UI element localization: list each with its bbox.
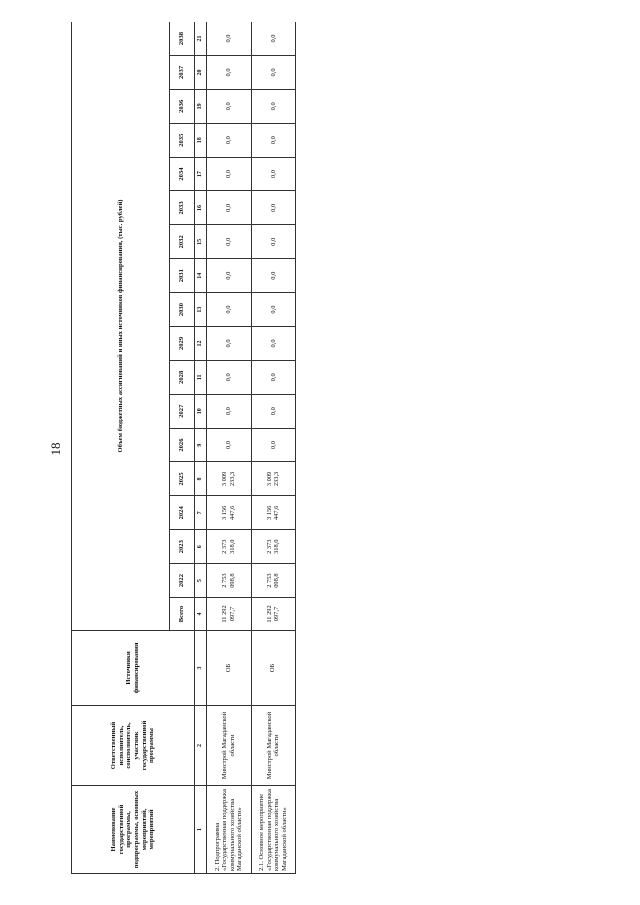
column-index: 12 xyxy=(195,327,207,361)
column-index: 21 xyxy=(195,22,207,56)
column-index: 6 xyxy=(195,530,207,564)
header-year: 2027 xyxy=(170,394,195,428)
column-index: 8 xyxy=(195,462,207,496)
header-year: 2026 xyxy=(170,428,195,462)
row-value: 0,0 xyxy=(251,225,296,259)
row-value: 0,0 xyxy=(251,89,296,123)
header-total: Всего xyxy=(170,598,195,631)
column-index: 17 xyxy=(195,157,207,191)
row-value: 0,0 xyxy=(207,22,252,56)
row-value: 0,0 xyxy=(251,360,296,394)
column-index: 7 xyxy=(195,496,207,530)
column-index: 19 xyxy=(195,89,207,123)
row-value: 0,0 xyxy=(251,293,296,327)
row-value: 2 373 318,0 xyxy=(251,530,296,564)
row-value: 0,0 xyxy=(251,123,296,157)
row-value: 0,0 xyxy=(251,157,296,191)
header-year: 2034 xyxy=(170,157,195,191)
column-index: 11 xyxy=(195,360,207,394)
row-value: 0,0 xyxy=(251,327,296,361)
row-value: 0,0 xyxy=(207,89,252,123)
row-value: 0,0 xyxy=(251,428,296,462)
row-value: 3 156 447,6 xyxy=(207,496,252,530)
page-number: 18 xyxy=(48,442,63,456)
column-index: 20 xyxy=(195,56,207,90)
row-value: 0,0 xyxy=(251,394,296,428)
row-name: 2. Подпрограмма «Государственная поддержка коммунального хозяйства Магаданской области» xyxy=(207,786,252,874)
header-year: 2038 xyxy=(170,22,195,56)
row-value: 2 373 318,0 xyxy=(207,530,252,564)
header-year: 2031 xyxy=(170,259,195,293)
row-total: 11 292 097,7 xyxy=(251,598,296,631)
column-index: 18 xyxy=(195,123,207,157)
header-executor: Ответственный исполнитель, соисполнитель, участник государственной программы xyxy=(72,706,195,786)
column-index: 15 xyxy=(195,225,207,259)
header-volume: Объем бюджетных ассигнований и иных источников финансирования, (тыс. рублей) xyxy=(72,22,170,631)
header-year: 2029 xyxy=(170,327,195,361)
column-index: 13 xyxy=(195,293,207,327)
row-value: 0,0 xyxy=(207,157,252,191)
row-source: ОБ xyxy=(251,631,296,706)
table-row xyxy=(207,22,252,874)
budget-table-container xyxy=(71,22,296,874)
table-row xyxy=(251,22,296,874)
row-value: 0,0 xyxy=(207,191,252,225)
row-executor: Минстрой Магаданской области xyxy=(207,706,252,786)
index-row xyxy=(195,22,207,874)
column-index: 3 xyxy=(195,631,207,706)
row-value: 3 009 233,3 xyxy=(251,462,296,496)
row-value: 0,0 xyxy=(207,56,252,90)
column-index: 9 xyxy=(195,428,207,462)
header-year: 2033 xyxy=(170,191,195,225)
row-value: 2 753 098,8 xyxy=(251,564,296,598)
header-sources: Источники финансирования xyxy=(72,631,195,706)
header-year: 2037 xyxy=(170,56,195,90)
column-index: 16 xyxy=(195,191,207,225)
row-executor: Минстрой Магаданской области xyxy=(251,706,296,786)
header-year: 2030 xyxy=(170,293,195,327)
header-year: 2028 xyxy=(170,360,195,394)
header-year: 2035 xyxy=(170,123,195,157)
row-value: 0,0 xyxy=(207,360,252,394)
row-value: 0,0 xyxy=(251,56,296,90)
header-year: 2023 xyxy=(170,530,195,564)
column-index: 2 xyxy=(195,706,207,786)
row-value: 3 009 233,3 xyxy=(207,462,252,496)
row-value: 0,0 xyxy=(251,22,296,56)
row-value: 3 156 447,6 xyxy=(251,496,296,530)
row-name: 2.1. Основное мероприятие «Государственная поддержка коммунального хозяйства Магаданской области» xyxy=(251,786,296,874)
budget-table xyxy=(71,22,296,874)
header-year: 2036 xyxy=(170,89,195,123)
row-value: 0,0 xyxy=(207,225,252,259)
row-value: 0,0 xyxy=(207,327,252,361)
budget-table-rotated xyxy=(71,22,296,874)
row-value: 0,0 xyxy=(251,191,296,225)
row-value: 0,0 xyxy=(207,259,252,293)
header-year: 2025 xyxy=(170,462,195,496)
column-index: 10 xyxy=(195,394,207,428)
column-index: 4 xyxy=(195,598,207,631)
column-index: 5 xyxy=(195,564,207,598)
row-value: 0,0 xyxy=(207,428,252,462)
row-source: ОБ xyxy=(207,631,252,706)
header-year: 2032 xyxy=(170,225,195,259)
column-index: 1 xyxy=(195,786,207,874)
row-total: 11 292 097,7 xyxy=(207,598,252,631)
row-value: 0,0 xyxy=(251,259,296,293)
header-year: 2024 xyxy=(170,496,195,530)
row-value: 0,0 xyxy=(207,123,252,157)
row-value: 2 753 098,8 xyxy=(207,564,252,598)
row-value: 0,0 xyxy=(207,293,252,327)
header-name: Наименование государственной программы, подпрограммы, основных мероприятий, мероприятий xyxy=(72,786,195,874)
column-index: 14 xyxy=(195,259,207,293)
header-year: 2022 xyxy=(170,564,195,598)
header-row-1 xyxy=(72,22,170,874)
row-value: 0,0 xyxy=(207,394,252,428)
